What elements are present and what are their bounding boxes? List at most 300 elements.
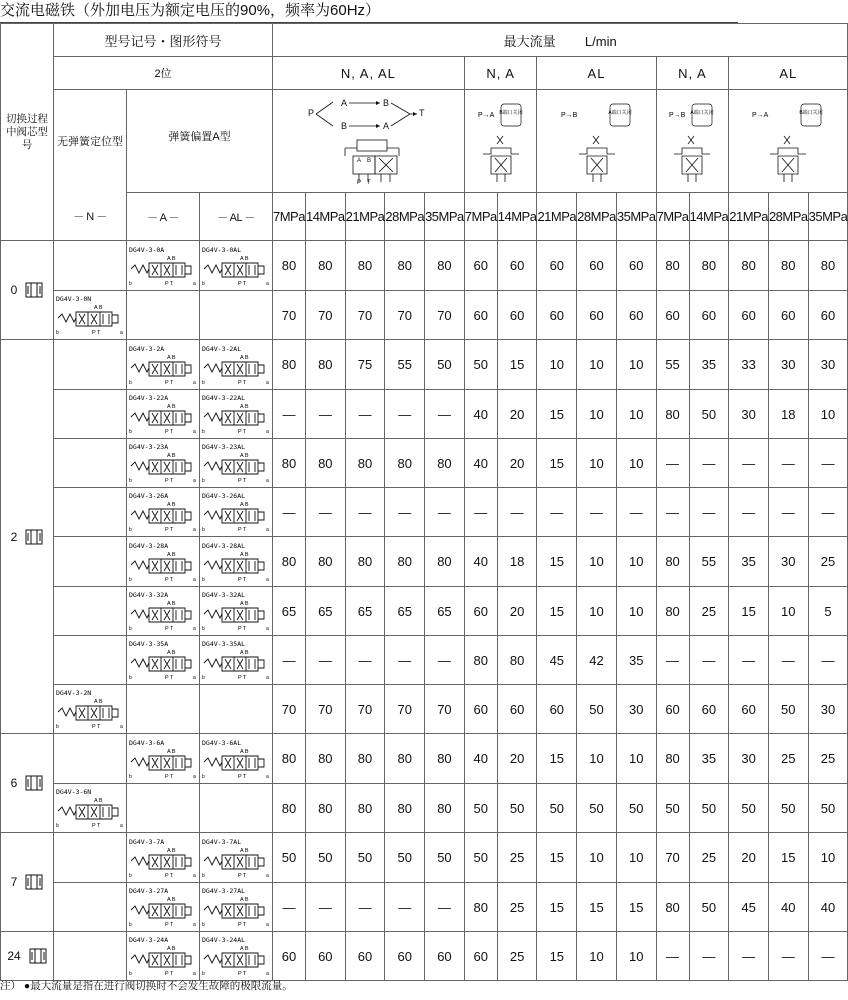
flow-value-cell bbox=[385, 685, 425, 734]
flow-value: 50 bbox=[701, 899, 717, 915]
port-pt-label: P T bbox=[165, 379, 174, 386]
port-pt-label: P T bbox=[238, 872, 247, 879]
model-cell-n bbox=[54, 439, 127, 488]
flow-value-cell bbox=[577, 932, 617, 981]
flow-value: 65 bbox=[281, 603, 297, 619]
flow-value-cell bbox=[616, 340, 656, 390]
flow-value-cell bbox=[273, 784, 306, 833]
flow-value: 33 bbox=[741, 357, 756, 372]
port-pt-label: P T bbox=[165, 971, 174, 977]
flow-value: — bbox=[821, 504, 835, 520]
pressure-header bbox=[656, 193, 689, 241]
pressure-label: 14MPa bbox=[497, 209, 537, 224]
flow-value-cell bbox=[689, 488, 729, 537]
flow-value: 60 bbox=[473, 258, 488, 273]
model-cell-n bbox=[54, 833, 127, 883]
flow-value: 80 bbox=[397, 554, 412, 569]
flow-path-diagram bbox=[477, 96, 525, 186]
flow-value-cell bbox=[305, 636, 345, 685]
valve-symbol bbox=[54, 294, 126, 336]
flow-value-cell bbox=[616, 883, 656, 932]
flow-value-cell bbox=[305, 439, 345, 488]
svg-text:B: B bbox=[367, 158, 372, 164]
flow-value-cell bbox=[616, 685, 656, 734]
valve-symbol bbox=[200, 738, 272, 780]
flow-value: 20 bbox=[509, 406, 525, 422]
flow-value-cell bbox=[689, 883, 729, 932]
flow-value: 80 bbox=[357, 455, 373, 471]
flow-value-cell bbox=[656, 340, 689, 390]
valve-symbol bbox=[127, 491, 199, 533]
solenoid-a-label: a bbox=[266, 379, 269, 386]
flow-path-diagram bbox=[305, 96, 431, 186]
flow-diagram-cell-3 bbox=[537, 90, 656, 193]
flow-value: — bbox=[282, 899, 296, 915]
valve-symbol bbox=[200, 837, 272, 879]
model-cell-al bbox=[200, 685, 273, 734]
flow-value: — bbox=[437, 504, 451, 520]
port-ab-label: A B bbox=[167, 650, 176, 656]
solenoid-a-label: a bbox=[266, 478, 269, 484]
solenoid-a-label: a bbox=[120, 823, 123, 829]
port-a-text: A bbox=[341, 98, 348, 108]
flow-value-cell bbox=[305, 833, 345, 883]
suffix-al: － AL － bbox=[217, 211, 255, 224]
flow-value: 70 bbox=[357, 307, 373, 323]
flow-value: 70 bbox=[437, 701, 452, 717]
flow-value-cell bbox=[497, 291, 537, 340]
port-ab-label: A B bbox=[167, 354, 176, 361]
flow-value: 60 bbox=[509, 258, 525, 273]
flow-value: 50 bbox=[473, 357, 488, 372]
flow-value: 50 bbox=[357, 850, 373, 865]
suffix-n-cell bbox=[54, 193, 127, 241]
solenoid-b-label: b bbox=[202, 576, 205, 583]
flow-direction-text: P→A bbox=[477, 112, 494, 119]
flow-value-cell bbox=[537, 883, 577, 932]
flow-value-cell bbox=[345, 833, 385, 883]
flow-value: 40 bbox=[473, 406, 488, 422]
port-pt-label: P T bbox=[165, 675, 174, 681]
port-ab-label: A B bbox=[167, 404, 176, 410]
table-row bbox=[1, 439, 848, 488]
flow-value: 80 bbox=[437, 751, 452, 766]
flow-value: 10 bbox=[589, 554, 604, 569]
flow-value-cell bbox=[656, 537, 689, 587]
flow-value-cell bbox=[425, 488, 465, 537]
flow-value: 80 bbox=[318, 554, 333, 569]
model-code: DG4V-3-26A bbox=[129, 492, 169, 500]
flow-value-cell bbox=[808, 932, 848, 981]
flow-value-cell bbox=[729, 291, 769, 340]
flow-value: 20 bbox=[509, 603, 525, 619]
flow-value-cell bbox=[537, 537, 577, 587]
flow-value-cell bbox=[537, 241, 577, 291]
flow-value-cell bbox=[616, 241, 656, 291]
model-code: DG4V-3-24AL bbox=[202, 936, 246, 944]
spool-type-cell bbox=[1, 241, 54, 340]
flow-value: 10 bbox=[589, 850, 604, 865]
flow-value-cell bbox=[689, 537, 729, 587]
port-ab-label: A B bbox=[240, 946, 249, 952]
flow-value: 55 bbox=[665, 357, 680, 372]
flow-value-cell bbox=[305, 784, 345, 833]
flow-value-cell bbox=[656, 734, 689, 784]
port-pt-label: P T bbox=[92, 724, 101, 730]
flow-value: — bbox=[474, 504, 488, 520]
flow-value: 10 bbox=[628, 948, 644, 964]
suffix-n: － N － bbox=[73, 211, 107, 224]
flow-value-cell bbox=[768, 390, 808, 439]
flow-value-cell bbox=[577, 636, 617, 685]
max-flow-label: 最大流量 bbox=[503, 33, 556, 49]
flow-path-diagram bbox=[668, 96, 716, 186]
flow-value: 50 bbox=[473, 850, 488, 865]
flow-value: 50 bbox=[509, 800, 525, 816]
port-ab-label: A B bbox=[240, 255, 249, 262]
flow-value: 60 bbox=[549, 307, 565, 323]
group-header-5 bbox=[729, 57, 848, 90]
table-row bbox=[1, 636, 848, 685]
pressure-header bbox=[537, 193, 577, 241]
flow-value: 10 bbox=[628, 554, 644, 569]
model-cell-al bbox=[200, 390, 273, 439]
flow-value-cell bbox=[656, 488, 689, 537]
model-cell-a bbox=[127, 488, 200, 537]
solenoid-b-label: b bbox=[202, 675, 205, 681]
flow-value: 18 bbox=[509, 554, 525, 569]
flow-value: 30 bbox=[781, 357, 796, 372]
flow-value: — bbox=[318, 406, 332, 422]
port-ab-label: A B bbox=[167, 502, 176, 508]
flow-value: 80 bbox=[437, 455, 452, 471]
solenoid-a-label: a bbox=[266, 576, 269, 583]
flow-value: — bbox=[702, 455, 716, 471]
port-pt-label: P T bbox=[238, 280, 247, 287]
flow-value: 18 bbox=[781, 406, 796, 422]
flow-value-cell bbox=[808, 537, 848, 587]
valve-symbol bbox=[127, 935, 199, 977]
model-cell-n bbox=[54, 291, 127, 340]
flow-value: 40 bbox=[473, 455, 488, 471]
model-code: DG4V-3-23A bbox=[129, 443, 169, 451]
flow-value: 10 bbox=[589, 406, 604, 422]
flow-value: 10 bbox=[589, 455, 604, 471]
flow-value: 25 bbox=[509, 899, 525, 915]
group-header-4 bbox=[656, 57, 729, 90]
flow-value: — bbox=[702, 652, 716, 668]
flow-value-cell bbox=[345, 883, 385, 932]
group-header-3 bbox=[537, 57, 656, 90]
port-pt-label: P T bbox=[238, 626, 247, 632]
flow-value: 80 bbox=[318, 751, 333, 766]
port-ab-label: A B bbox=[167, 847, 176, 854]
model-cell-a bbox=[127, 833, 200, 883]
flow-value-cell bbox=[305, 587, 345, 636]
solenoid-a-label: a bbox=[266, 922, 269, 928]
model-code: DG4V-3-6A bbox=[129, 738, 165, 747]
flow-value: — bbox=[437, 406, 451, 422]
flow-value-cell bbox=[729, 439, 769, 488]
flow-value-cell bbox=[385, 883, 425, 932]
pressure-header bbox=[273, 193, 306, 241]
page-title: 交流电磁铁（外加电压为额定电压的90%，频率为60Hz） bbox=[0, 2, 381, 19]
flow-value-cell bbox=[273, 932, 306, 981]
port-pt-label: P T bbox=[165, 626, 174, 632]
port-closed-note: B端口关闭 bbox=[799, 110, 823, 116]
flow-value-cell bbox=[729, 833, 769, 883]
flow-value: 80 bbox=[357, 751, 373, 766]
flow-value: 80 bbox=[318, 258, 333, 273]
pressure-label: 14MPa bbox=[689, 209, 729, 224]
solenoid-b-label: b bbox=[129, 872, 132, 879]
svg-text:T: T bbox=[367, 180, 372, 186]
solenoid-b-label: b bbox=[129, 429, 132, 435]
valve-symbol bbox=[127, 886, 199, 928]
spool-id: 6 bbox=[10, 776, 18, 790]
flow-value-cell bbox=[768, 734, 808, 784]
flow-value: 50 bbox=[741, 800, 756, 816]
flow-value: 60 bbox=[509, 307, 525, 323]
flow-value-cell bbox=[768, 587, 808, 636]
flow-value: — bbox=[742, 504, 756, 520]
pressure-header bbox=[305, 193, 345, 241]
flow-value: — bbox=[781, 652, 795, 668]
flow-value-cell bbox=[577, 784, 617, 833]
port-pt-label: P T bbox=[165, 773, 174, 780]
port-pt-label: P T bbox=[92, 823, 101, 829]
flow-value-cell bbox=[768, 833, 808, 883]
model-code: DG4V-3-2N bbox=[56, 689, 92, 697]
valve-symbol bbox=[127, 245, 199, 287]
flow-value: 60 bbox=[820, 307, 836, 323]
solenoid-b-label: b bbox=[202, 626, 205, 632]
solenoid-a-label: a bbox=[193, 675, 196, 681]
flow-value: 80 bbox=[281, 554, 297, 569]
model-cell-al bbox=[200, 439, 273, 488]
flow-value-cell bbox=[577, 241, 617, 291]
model-cell-n bbox=[54, 537, 127, 587]
pressure-label: 7MPa bbox=[464, 209, 497, 224]
valve-symbol bbox=[200, 393, 272, 435]
flow-value-cell bbox=[729, 685, 769, 734]
flow-value: 10 bbox=[628, 406, 644, 422]
solenoid-b-label: b bbox=[129, 922, 132, 928]
flow-value-cell bbox=[729, 784, 769, 833]
flow-value: 50 bbox=[549, 800, 565, 816]
flow-value: — bbox=[358, 504, 372, 520]
table-row bbox=[1, 537, 848, 587]
port-pt-label: P T bbox=[165, 478, 174, 484]
flow-value-cell bbox=[305, 488, 345, 537]
port-ab-label: A B bbox=[167, 748, 176, 755]
flow-value-cell bbox=[656, 291, 689, 340]
flow-value-cell bbox=[497, 390, 537, 439]
flow-value: 60 bbox=[473, 603, 488, 619]
flow-value: 50 bbox=[397, 850, 412, 865]
flow-value: 15 bbox=[549, 406, 565, 422]
flow-value: 15 bbox=[549, 455, 565, 471]
flow-value-cell bbox=[768, 439, 808, 488]
flow-value-cell bbox=[385, 390, 425, 439]
flow-value: — bbox=[437, 652, 451, 668]
model-code: DG4V-3-22AL bbox=[202, 394, 246, 402]
port-pt-label: P T bbox=[165, 576, 174, 583]
flow-value-cell bbox=[729, 488, 769, 537]
solenoid-b-label: b bbox=[129, 626, 132, 632]
flow-value-cell bbox=[305, 291, 345, 340]
flow-value-cell bbox=[808, 390, 848, 439]
solenoid-b-label: b bbox=[56, 724, 59, 730]
flow-value-cell bbox=[656, 390, 689, 439]
solenoid-a-label: a bbox=[266, 280, 269, 287]
flow-value-cell bbox=[497, 587, 537, 636]
solenoid-b-label: b bbox=[56, 330, 59, 336]
flow-value: 60 bbox=[357, 948, 373, 964]
flow-value-cell bbox=[537, 439, 577, 488]
flow-value-cell bbox=[464, 734, 497, 784]
flow-value: 35 bbox=[741, 554, 756, 569]
flow-value-cell bbox=[345, 390, 385, 439]
flow-value: 70 bbox=[281, 307, 297, 323]
valve-symbol bbox=[200, 442, 272, 484]
flow-value-cell bbox=[385, 291, 425, 340]
flow-value: 65 bbox=[318, 603, 333, 619]
flow-value: — bbox=[358, 652, 372, 668]
flow-value-cell bbox=[577, 439, 617, 488]
flow-value: 70 bbox=[357, 701, 373, 717]
pressure-label: 14MPa bbox=[305, 209, 345, 224]
flow-value-cell bbox=[768, 784, 808, 833]
solenoid-a-label: a bbox=[266, 971, 269, 977]
flow-value: 80 bbox=[509, 652, 525, 668]
flow-value-cell bbox=[656, 784, 689, 833]
flow-value: 50 bbox=[589, 701, 604, 717]
port-pt-label: P T bbox=[238, 576, 247, 583]
flow-value: 80 bbox=[318, 455, 333, 471]
pressure-label: 28MPa bbox=[768, 209, 808, 224]
model-cell-n bbox=[54, 883, 127, 932]
flow-value: 25 bbox=[701, 850, 717, 865]
flow-value: 30 bbox=[781, 554, 796, 569]
spring-offset-header bbox=[127, 90, 273, 193]
pressure-label: 21MPa bbox=[729, 209, 768, 224]
spring-offset-label: 弹簧偏置A型 bbox=[168, 131, 231, 143]
flow-value: — bbox=[437, 899, 451, 915]
flow-value-cell bbox=[385, 833, 425, 883]
model-cell-a bbox=[127, 390, 200, 439]
pressure-label: 35MPa bbox=[808, 209, 848, 224]
solenoid-a-label: a bbox=[193, 922, 196, 928]
spool-symbol-icon bbox=[25, 874, 43, 890]
svg-text:P: P bbox=[357, 180, 362, 186]
flow-value: 50 bbox=[437, 357, 452, 372]
flow-value-cell bbox=[577, 883, 617, 932]
flow-value-cell bbox=[385, 734, 425, 784]
model-cell-al bbox=[200, 587, 273, 636]
flow-value-cell bbox=[656, 636, 689, 685]
valve-symbol bbox=[127, 393, 199, 435]
model-code: DG4V-3-2A bbox=[129, 344, 165, 353]
flow-value-cell bbox=[273, 833, 306, 883]
flow-value: 15 bbox=[509, 357, 525, 372]
flow-value: 45 bbox=[549, 652, 565, 668]
model-cell-a bbox=[127, 537, 200, 587]
flow-value: 80 bbox=[437, 800, 452, 816]
flow-value: 65 bbox=[357, 603, 373, 619]
flow-value-cell bbox=[345, 537, 385, 587]
flow-value-cell bbox=[464, 291, 497, 340]
flow-value: 40 bbox=[781, 899, 796, 915]
port-ab-label: A B bbox=[240, 502, 249, 508]
flow-diagram-cell-4 bbox=[656, 90, 729, 193]
flow-value: 80 bbox=[357, 800, 373, 816]
spool-id: 24 bbox=[7, 949, 21, 963]
flow-value: 15 bbox=[549, 751, 565, 766]
table-row bbox=[1, 932, 848, 981]
port-pt-label: P T bbox=[165, 429, 174, 435]
flow-value-cell bbox=[345, 587, 385, 636]
port-pt-label: P T bbox=[165, 872, 174, 879]
flow-value: 25 bbox=[509, 850, 525, 865]
flow-value: 30 bbox=[820, 701, 836, 717]
flow-value-cell bbox=[345, 488, 385, 537]
flow-value: 70 bbox=[281, 701, 297, 717]
spool-symbol-icon bbox=[29, 948, 47, 964]
solenoid-a-label: a bbox=[266, 626, 269, 632]
flow-value-cell bbox=[425, 734, 465, 784]
model-cell-n bbox=[54, 685, 127, 734]
port-pt-label: P T bbox=[238, 379, 247, 386]
port-ab-label: A B bbox=[240, 601, 249, 607]
flow-value-cell bbox=[729, 241, 769, 291]
solenoid-a-label: a bbox=[193, 872, 196, 879]
flow-value: 80 bbox=[281, 258, 297, 273]
flow-value: 10 bbox=[589, 948, 604, 964]
flow-value-cell bbox=[616, 784, 656, 833]
flow-value: — bbox=[318, 652, 332, 668]
solenoid-b-label: b bbox=[129, 478, 132, 484]
flow-value-cell bbox=[577, 291, 617, 340]
flow-value-cell bbox=[616, 734, 656, 784]
flow-value: — bbox=[282, 652, 296, 668]
flow-value: 50 bbox=[781, 701, 796, 717]
table-row bbox=[1, 833, 848, 883]
solenoid-a-label: a bbox=[193, 379, 196, 386]
flow-value: 70 bbox=[397, 701, 412, 717]
pressure-header bbox=[385, 193, 425, 241]
flow-value-cell bbox=[425, 784, 465, 833]
spool-type-cell bbox=[1, 932, 54, 981]
flow-value: — bbox=[398, 899, 412, 915]
flow-value-cell bbox=[345, 685, 385, 734]
flow-value-cell bbox=[537, 488, 577, 537]
flow-value-cell bbox=[768, 241, 808, 291]
flow-value-cell bbox=[689, 340, 729, 390]
flow-value: 60 bbox=[473, 948, 488, 964]
flow-value-cell bbox=[385, 439, 425, 488]
flow-value: 35 bbox=[628, 652, 644, 668]
flow-value: 70 bbox=[397, 307, 412, 323]
port-ab-label: A B bbox=[240, 748, 249, 755]
flow-spec-table bbox=[0, 23, 848, 981]
solenoid-b-label: b bbox=[129, 379, 132, 386]
pressure-label: 7MPa bbox=[273, 209, 305, 224]
flow-value: 10 bbox=[628, 751, 644, 766]
flow-value-cell bbox=[577, 685, 617, 734]
model-cell-al bbox=[200, 488, 273, 537]
flow-value-cell bbox=[729, 587, 769, 636]
